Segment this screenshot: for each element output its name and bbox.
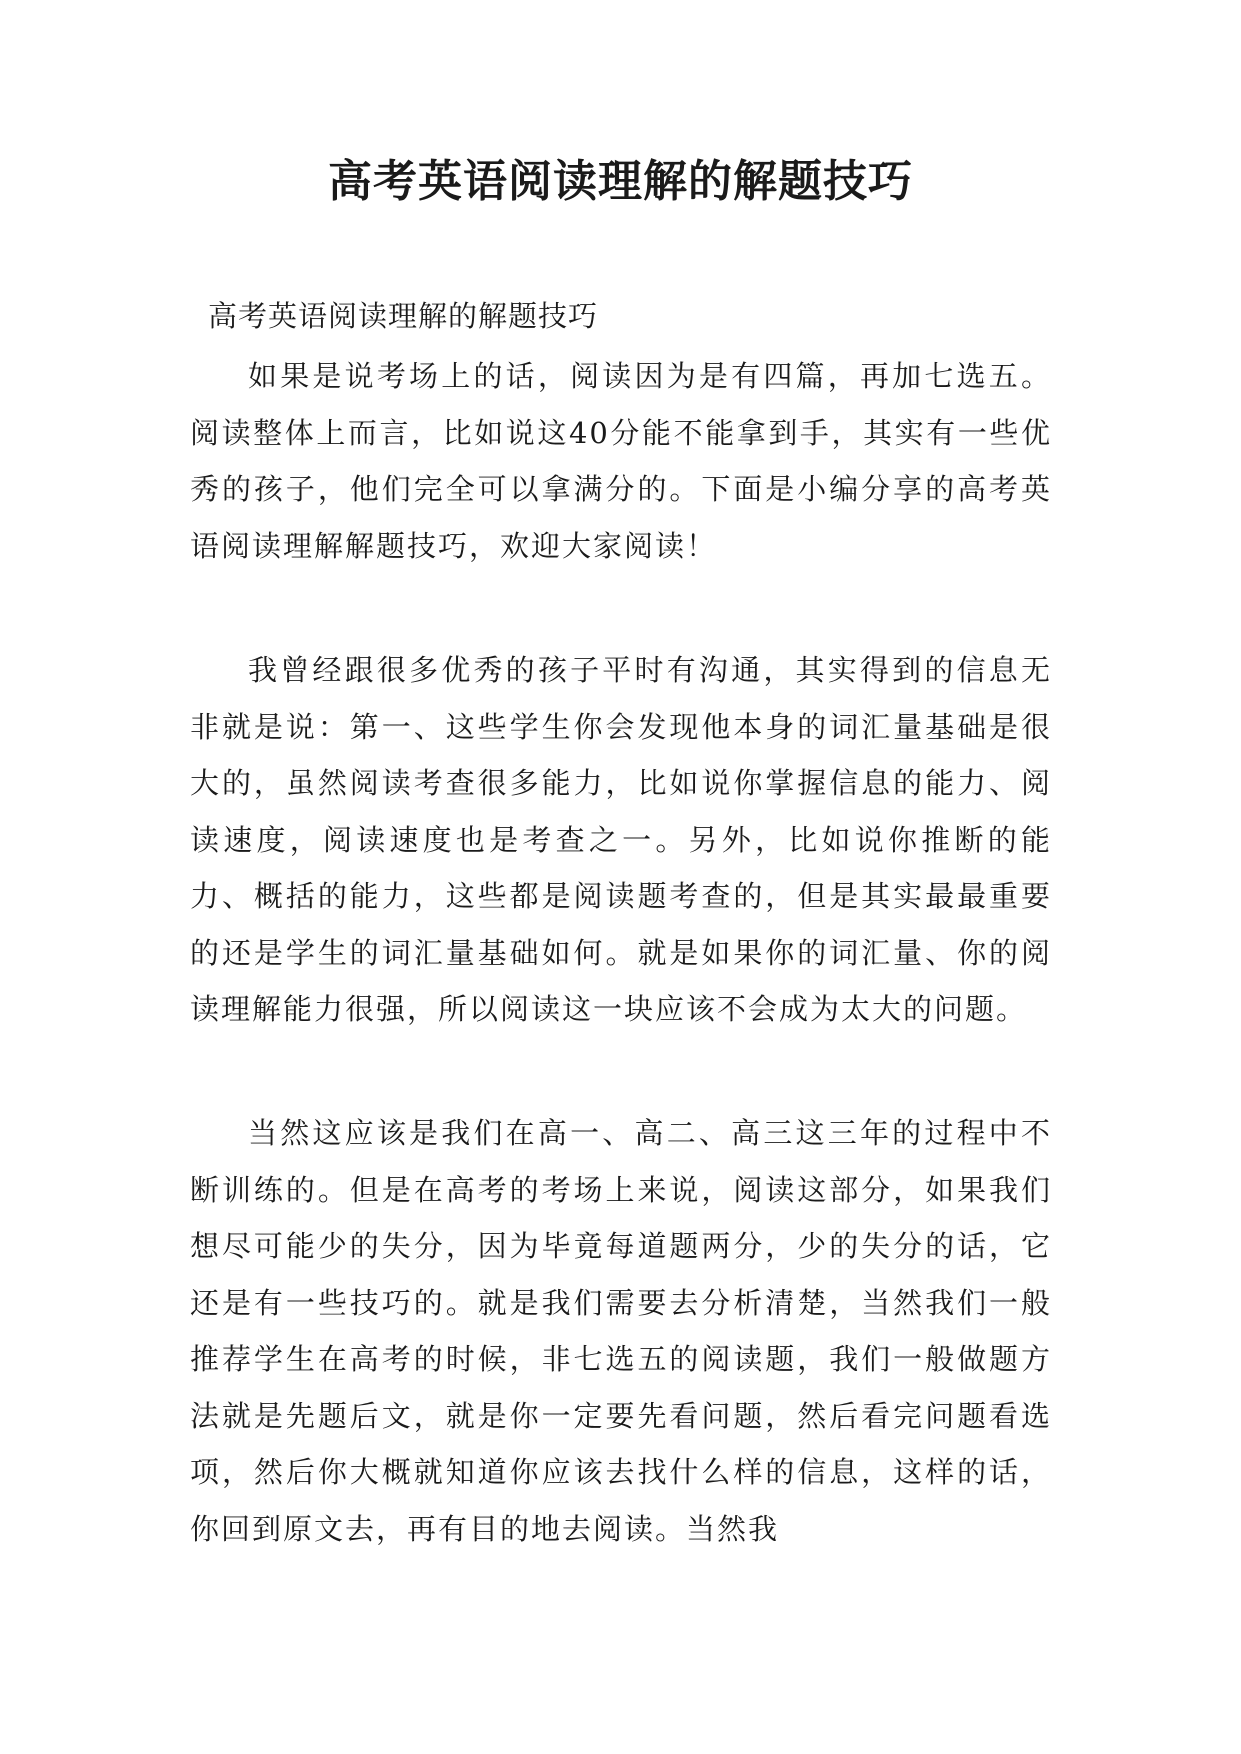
paragraph-techniques: 当然这应该是我们在高一、高二、高三这三年的过程中不断训练的。但是在高考的考场上来说，阅读这部分，如果我们想尽可能少的失分，因为毕竟每道题两分，少的失分的话，它还是有一些技巧的。就是我们需要去分析清楚，当然我们一般推荐学生在高考的时候，非七选五的阅读题，我们一般做题方法就是先题后文，就是你一定要先看问题，然后看完问题看选项，然后你大概就知道你应该去找什么样的信息，这样的话，你回到原文去，再有目的地去阅读。当然我	[190, 1116, 1052, 1546]
paragraph-intro: 如果是说考场上的话，阅读因为是有四篇，再加七选五。阅读整体上而言，比如说这40分能不能拿到手，其实有一些优秀的孩子，他们完全可以拿满分的。下面是小编分享的高考英语阅读理解解题技巧，欢迎大家阅读！	[190, 359, 1052, 563]
document-subtitle: 高考英语阅读理解的解题技巧	[208, 299, 599, 333]
document-title: 高考英语阅读理解的解题技巧	[328, 156, 913, 207]
paragraph-vocabulary: 我曾经跟很多优秀的孩子平时有沟通，其实得到的信息无非就是说：第一、这些学生你会发现他本身的词汇量基础是很大的，虽然阅读考查很多能力，比如说你掌握信息的能力、阅读速度，阅读速度也是考查之一。另外，比如说你推断的能力、概括的能力，这些都是阅读题考查的，但是其实最最重要的还是学生的词汇量基础如何。就是如果你的词汇量、你的阅读理解能力很强，所以阅读这一块应该不会成为太大的问题。	[190, 653, 1052, 1026]
